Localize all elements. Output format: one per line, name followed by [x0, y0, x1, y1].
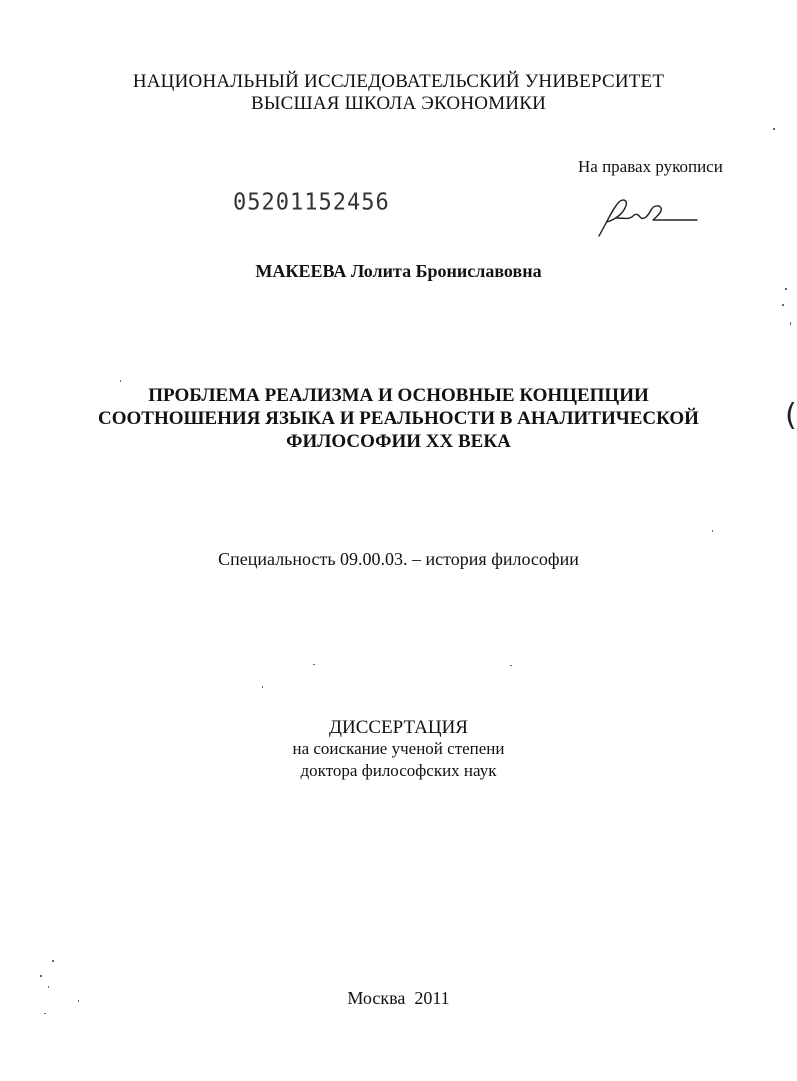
scan-speck: [773, 128, 775, 130]
scan-speck: [52, 960, 54, 962]
scan-speck: [262, 686, 263, 688]
scan-speck: [790, 322, 791, 325]
university-name-line1: НАЦИОНАЛЬНЫЙ ИССЛЕДОВАТЕЛЬСКИЙ УНИВЕРСИТЕТ: [132, 71, 665, 92]
scan-speck: [313, 664, 315, 665]
handwritten-signature-icon: [593, 196, 701, 240]
scan-speck: [785, 288, 787, 290]
scan-speck: [78, 1000, 79, 1002]
specialty: Специальность 09.00.03. – история философии: [218, 549, 579, 569]
scan-speck: [782, 304, 784, 306]
university-name-line2: ВЫСШАЯ ШКОЛА ЭКОНОМИКИ: [250, 93, 547, 114]
scan-speck: [48, 986, 49, 988]
manuscript-note: На правах рукописи: [578, 157, 723, 176]
scan-speck: [712, 530, 713, 532]
scan-mark-icon: (: [785, 398, 797, 433]
registration-code: 05201152456: [233, 189, 390, 216]
scan-speck: [40, 975, 42, 977]
city-year: [0, 988, 797, 1009]
dissertation-title-line3: ФИЛОСОФИИ XX ВЕКА: [286, 431, 511, 452]
scan-speck: [120, 380, 121, 382]
scan-speck: [510, 665, 512, 666]
scan-speck: [44, 1013, 46, 1014]
dissertation-heading: ДИССЕРТАЦИЯ: [329, 717, 468, 738]
dissertation-title-line2: СООТНОШЕНИЯ ЯЗЫКА И РЕАЛЬНОСТИ В АНАЛИТИЧЕСКОЙ: [98, 408, 699, 429]
city: Москва: [347, 988, 406, 1008]
dissertation-subtitle-line2: доктора философских наук: [300, 761, 497, 780]
dissertation-title-line1: ПРОБЛЕМА РЕАЛИЗМА И ОСНОВНЫЕ КОНЦЕПЦИИ: [148, 385, 649, 406]
year: 2011: [414, 988, 450, 1008]
author-name: МАКЕЕВА Лолита Брониславовна: [255, 261, 542, 281]
dissertation-subtitle-line1: на соискание ученой степени: [292, 739, 505, 758]
